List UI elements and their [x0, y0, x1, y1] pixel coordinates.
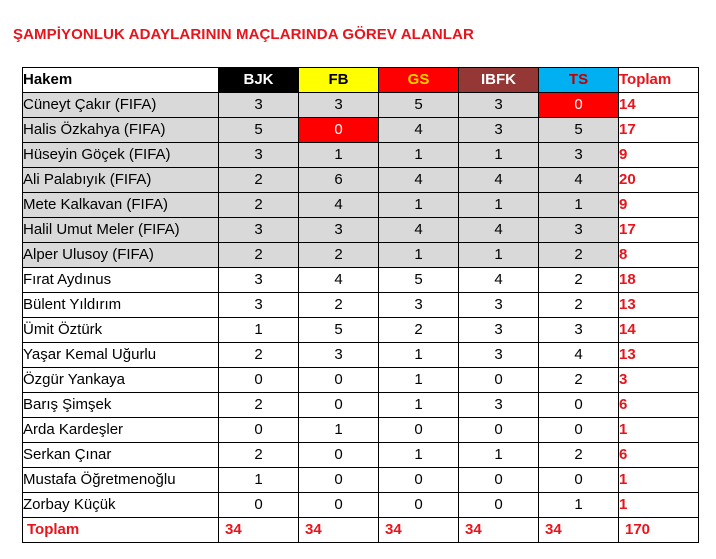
match-count-cell: 3 [299, 343, 379, 368]
table-row [23, 93, 699, 118]
match-count-cell: 0 [299, 118, 379, 143]
match-count-cell: 4 [539, 343, 619, 368]
match-count-cell: 4 [379, 168, 459, 193]
table-row [23, 168, 699, 193]
table-row [23, 118, 699, 143]
match-count-cell: 1 [379, 143, 459, 168]
referee-name: Yaşar Kemal Uğurlu [23, 343, 219, 368]
match-count-cell: 0 [299, 393, 379, 418]
row-total: 8 [619, 243, 699, 268]
referee-name: Halis Özkahya (FIFA) [23, 118, 219, 143]
match-count-cell: 1 [379, 393, 459, 418]
row-total: 6 [619, 443, 699, 468]
row-total: 17 [619, 118, 699, 143]
row-total: 17 [619, 218, 699, 243]
match-count-cell: 3 [459, 93, 539, 118]
match-count-cell: 2 [539, 293, 619, 318]
match-count-cell: 2 [299, 293, 379, 318]
match-count-cell: 2 [219, 443, 299, 468]
match-count-cell: 0 [459, 368, 539, 393]
match-count-cell: 4 [299, 268, 379, 293]
match-count-cell: 0 [379, 493, 459, 518]
match-count-cell: 3 [539, 218, 619, 243]
table-row [23, 143, 699, 168]
row-total: 1 [619, 468, 699, 493]
match-count-cell: 1 [379, 343, 459, 368]
match-count-cell: 2 [219, 243, 299, 268]
match-count-cell: 3 [219, 293, 299, 318]
table-row [23, 268, 699, 293]
match-count-cell: 3 [379, 293, 459, 318]
referee-name: Zorbay Küçük [23, 493, 219, 518]
match-count-cell: 0 [219, 493, 299, 518]
match-count-cell: 2 [299, 243, 379, 268]
column-total: 34 [539, 518, 619, 543]
match-count-cell: 1 [299, 418, 379, 443]
totals-label: Toplam [23, 518, 219, 543]
match-count-cell: 1 [219, 468, 299, 493]
match-count-cell: 0 [379, 418, 459, 443]
header-hakem: Hakem [23, 68, 219, 93]
match-count-cell: 0 [539, 418, 619, 443]
match-count-cell: 2 [539, 368, 619, 393]
column-total: 34 [459, 518, 539, 543]
header-team-ibfk: IBFK [459, 68, 539, 93]
referee-name: Mete Kalkavan (FIFA) [23, 193, 219, 218]
match-count-cell: 5 [299, 318, 379, 343]
match-count-cell: 3 [219, 143, 299, 168]
match-count-cell: 2 [219, 168, 299, 193]
referee-name: Bülent Yıldırım [23, 293, 219, 318]
row-total: 6 [619, 393, 699, 418]
match-count-cell: 5 [379, 93, 459, 118]
table-row [23, 418, 699, 443]
table-row [23, 468, 699, 493]
match-count-cell: 1 [379, 243, 459, 268]
match-count-cell: 3 [219, 93, 299, 118]
referee-name: Mustafa Öğretmenoğlu [23, 468, 219, 493]
table-row [23, 368, 699, 393]
referee-name: Özgür Yankaya [23, 368, 219, 393]
match-count-cell: 0 [299, 368, 379, 393]
referee-name: Serkan Çınar [23, 443, 219, 468]
match-count-cell: 2 [219, 343, 299, 368]
match-count-cell: 1 [459, 443, 539, 468]
match-count-cell: 0 [539, 468, 619, 493]
referee-name: Ali Palabıyık (FIFA) [23, 168, 219, 193]
match-count-cell: 5 [379, 268, 459, 293]
match-count-cell: 0 [539, 93, 619, 118]
match-count-cell: 0 [219, 368, 299, 393]
referee-table [22, 67, 699, 543]
table-row [23, 318, 699, 343]
match-count-cell: 0 [459, 493, 539, 518]
row-total: 3 [619, 368, 699, 393]
match-count-cell: 1 [379, 443, 459, 468]
column-total: 34 [379, 518, 459, 543]
match-count-cell: 1 [379, 368, 459, 393]
match-count-cell: 3 [299, 218, 379, 243]
table-row [23, 393, 699, 418]
match-count-cell: 2 [219, 193, 299, 218]
match-count-cell: 3 [539, 143, 619, 168]
match-count-cell: 3 [299, 93, 379, 118]
match-count-cell: 3 [459, 393, 539, 418]
match-count-cell: 5 [219, 118, 299, 143]
match-count-cell: 4 [379, 118, 459, 143]
totals-row [23, 518, 699, 543]
match-count-cell: 3 [459, 293, 539, 318]
row-total: 20 [619, 168, 699, 193]
match-count-cell: 3 [219, 218, 299, 243]
match-count-cell: 1 [459, 143, 539, 168]
referee-name: Barış Şimşek [23, 393, 219, 418]
match-count-cell: 4 [539, 168, 619, 193]
table-row [23, 443, 699, 468]
match-count-cell: 1 [459, 193, 539, 218]
match-count-cell: 2 [379, 318, 459, 343]
header-team-gs: GS [379, 68, 459, 93]
match-count-cell: 1 [539, 193, 619, 218]
match-count-cell: 0 [459, 468, 539, 493]
match-count-cell: 1 [219, 318, 299, 343]
match-count-cell: 4 [459, 268, 539, 293]
referee-name: Arda Kardeşler [23, 418, 219, 443]
match-count-cell: 0 [219, 418, 299, 443]
match-count-cell: 1 [459, 243, 539, 268]
referee-name: Alper Ulusoy (FIFA) [23, 243, 219, 268]
match-count-cell: 0 [459, 418, 539, 443]
match-count-cell: 2 [539, 268, 619, 293]
match-count-cell: 4 [379, 218, 459, 243]
referee-name: Fırat Aydınus [23, 268, 219, 293]
match-count-cell: 0 [539, 393, 619, 418]
table-row [23, 243, 699, 268]
match-count-cell: 0 [379, 468, 459, 493]
row-total: 13 [619, 293, 699, 318]
match-count-cell: 5 [539, 118, 619, 143]
table-row [23, 218, 699, 243]
match-count-cell: 2 [539, 443, 619, 468]
match-count-cell: 3 [219, 268, 299, 293]
row-total: 1 [619, 418, 699, 443]
row-total: 18 [619, 268, 699, 293]
grand-total: 170 [619, 518, 699, 543]
match-count-cell: 1 [299, 143, 379, 168]
match-count-cell: 1 [539, 493, 619, 518]
referee-name: Hüseyin Göçek (FIFA) [23, 143, 219, 168]
header-row [23, 68, 699, 93]
referee-name: Halil Umut Meler (FIFA) [23, 218, 219, 243]
match-count-cell: 3 [459, 343, 539, 368]
column-total: 34 [299, 518, 379, 543]
table-row [23, 493, 699, 518]
row-total: 9 [619, 143, 699, 168]
match-count-cell: 1 [379, 193, 459, 218]
row-total: 14 [619, 318, 699, 343]
table-row [23, 293, 699, 318]
row-total: 9 [619, 193, 699, 218]
referee-name: Ümit Öztürk [23, 318, 219, 343]
column-total: 34 [219, 518, 299, 543]
match-count-cell: 2 [219, 393, 299, 418]
match-count-cell: 0 [299, 468, 379, 493]
match-count-cell: 2 [539, 243, 619, 268]
match-count-cell: 0 [299, 493, 379, 518]
header-team-ts: TS [539, 68, 619, 93]
match-count-cell: 4 [299, 193, 379, 218]
table-row [23, 343, 699, 368]
header-toplam: Toplam [619, 68, 699, 93]
header-team-fb: FB [299, 68, 379, 93]
row-total: 14 [619, 93, 699, 118]
row-total: 1 [619, 493, 699, 518]
page-title: ŞAMPİYONLUK ADAYLARININ MAÇLARINDA GÖREV ALANLAR [13, 26, 474, 43]
header-team-bjk: BJK [219, 68, 299, 93]
match-count-cell: 3 [459, 318, 539, 343]
match-count-cell: 4 [459, 168, 539, 193]
match-count-cell: 0 [299, 443, 379, 468]
match-count-cell: 6 [299, 168, 379, 193]
table-row [23, 193, 699, 218]
match-count-cell: 3 [539, 318, 619, 343]
row-total: 13 [619, 343, 699, 368]
match-count-cell: 4 [459, 218, 539, 243]
match-count-cell: 3 [459, 118, 539, 143]
referee-name: Cüneyt Çakır (FIFA) [23, 93, 219, 118]
